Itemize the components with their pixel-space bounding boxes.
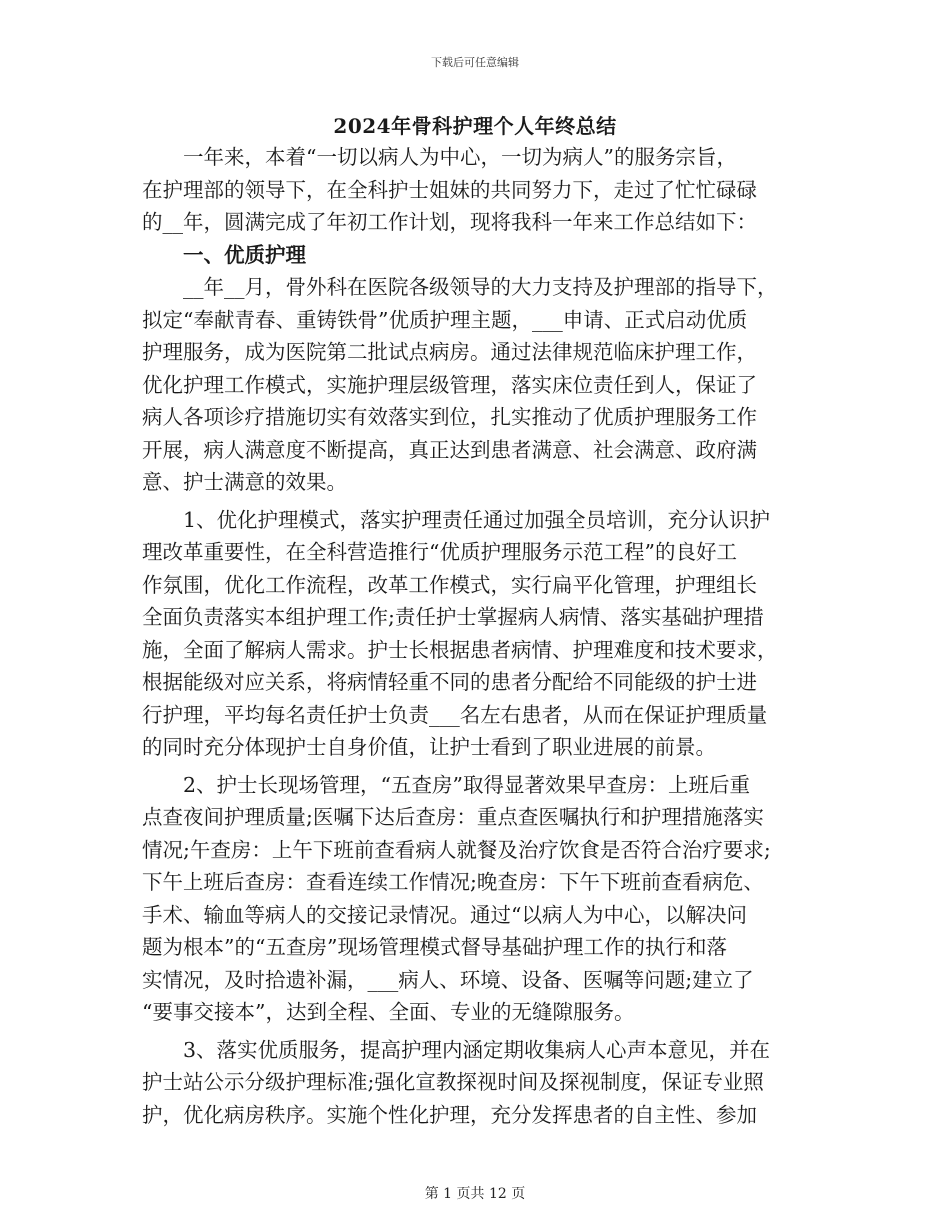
body-line: 优化护理工作模式，实施护理层级管理，落实床位责任到人，保证了 <box>142 372 757 397</box>
body-line: 理改革重要性，在全科营造推行“优质护理服务示范工程”的良好工 <box>142 540 737 564</box>
body-line: __年__月，骨外科在医院各级领导的大力支持及护理部的指导下， <box>183 275 778 299</box>
body-line: “要事交接本”，达到全程、全面、专业的无缝隙服务。 <box>142 1000 635 1024</box>
body-line: 2、护士长现场管理，“五查房”取得显著效果早查房：上班后重 <box>183 772 751 797</box>
body-line: 拟定“奉献青春、重铸铁骨”优质护理主题，___申请、正式启动优质 <box>142 307 748 332</box>
quality-service-paragraph <box>142 1034 812 1132</box>
intro-line: 一年来，本着“一切以病人为中心，一切为病人”的服务宗旨， <box>183 145 737 169</box>
header-note: 下载后可任意编辑 <box>431 56 519 69</box>
body-line: 下午上班后查房：查看连续工作情况;晚查房：下午下班前查看病危、 <box>142 870 764 894</box>
intro-paragraph <box>142 141 812 239</box>
document-title: 2024年骨科护理个人年终总结 <box>333 114 617 138</box>
page-footer: 第 1 页共 12 页 <box>424 1186 526 1202</box>
body-line: 护，优化病房秩序。实施个性化护理，充分发挥患者的自主性、参加 <box>142 1102 757 1127</box>
body-line: 实情况，及时拾遗补漏，___病人、环境、设备、医嘱等问题;建立了 <box>142 967 754 992</box>
body-line: 病人各项诊疗措施切实有效落实到位，扎实推动了优质护理服务工作 <box>142 405 757 429</box>
body-line: 3、落实优质服务，提高护理内涵定期收集病人心声本意见，并在 <box>183 1037 771 1062</box>
body-line: 题为根本”的“五查房”现场管理模式督导基础护理工作的执行和落 <box>142 935 727 959</box>
quality-care-paragraph <box>142 271 812 499</box>
body-line: 护士站公示分级护理标准;强化宣教探视时间及探视制度，保证专业照 <box>142 1070 764 1094</box>
body-line: 开展，病人满意度不断提高，真正达到患者满意、社会满意、政府满 <box>142 437 757 462</box>
body-line: 手术、输血等病人的交接记录情况。通过“以病人为中心，以解决问 <box>142 902 747 927</box>
body-line: 护理服务，成为医院第二批试点病房。通过法律规范临床护理工作， <box>142 340 757 364</box>
body-line: 的同时充分体现护士自身价值，让护士看到了职业进展的前景。 <box>142 735 716 759</box>
body-line: 点查夜间护理质量;医嘱下达后查房：重点查医嘱执行和护理措施落实 <box>142 805 764 829</box>
intro-line: 的__年，圆满完成了年初工作计划，现将我科一年来工作总结如下： <box>142 210 757 234</box>
body-line: 根据能级对应关系，将病情轻重不同的患者分配给不同能级的护士进 <box>142 670 757 694</box>
document-body <box>142 141 812 1131</box>
body-line: 行护理，平均每名责任护士负责___名左右患者，从而在保证护理质量 <box>142 702 768 727</box>
body-line: 施，全面了解病人需求。护士长根据患者病情、护理难度和技术要求， <box>142 637 778 662</box>
intro-line: 在护理部的领导下，在全科护士姐妹的共同努力下，走过了忙忙碌碌 <box>142 177 757 202</box>
body-line: 作氛围，优化工作流程，改革工作模式，实行扁平化管理，护理组长 <box>142 572 757 597</box>
body-line: 情况;午查房：上午下班前查看病人就餐及治疗饮食是否符合治疗要求; <box>142 837 771 862</box>
section-heading: 一、优质护理 <box>183 242 306 267</box>
ward-rounds-paragraph <box>142 769 812 1029</box>
body-line: 意、护士满意的效果。 <box>142 470 347 494</box>
body-line: 1、优化护理模式，落实护理责任通过加强全员培训，充分认识护 <box>183 507 771 532</box>
care-model-paragraph <box>142 504 812 764</box>
body-line: 全面负责落实本组护理工作;责任护士掌握病人病情、落实基础护理措 <box>142 605 764 629</box>
